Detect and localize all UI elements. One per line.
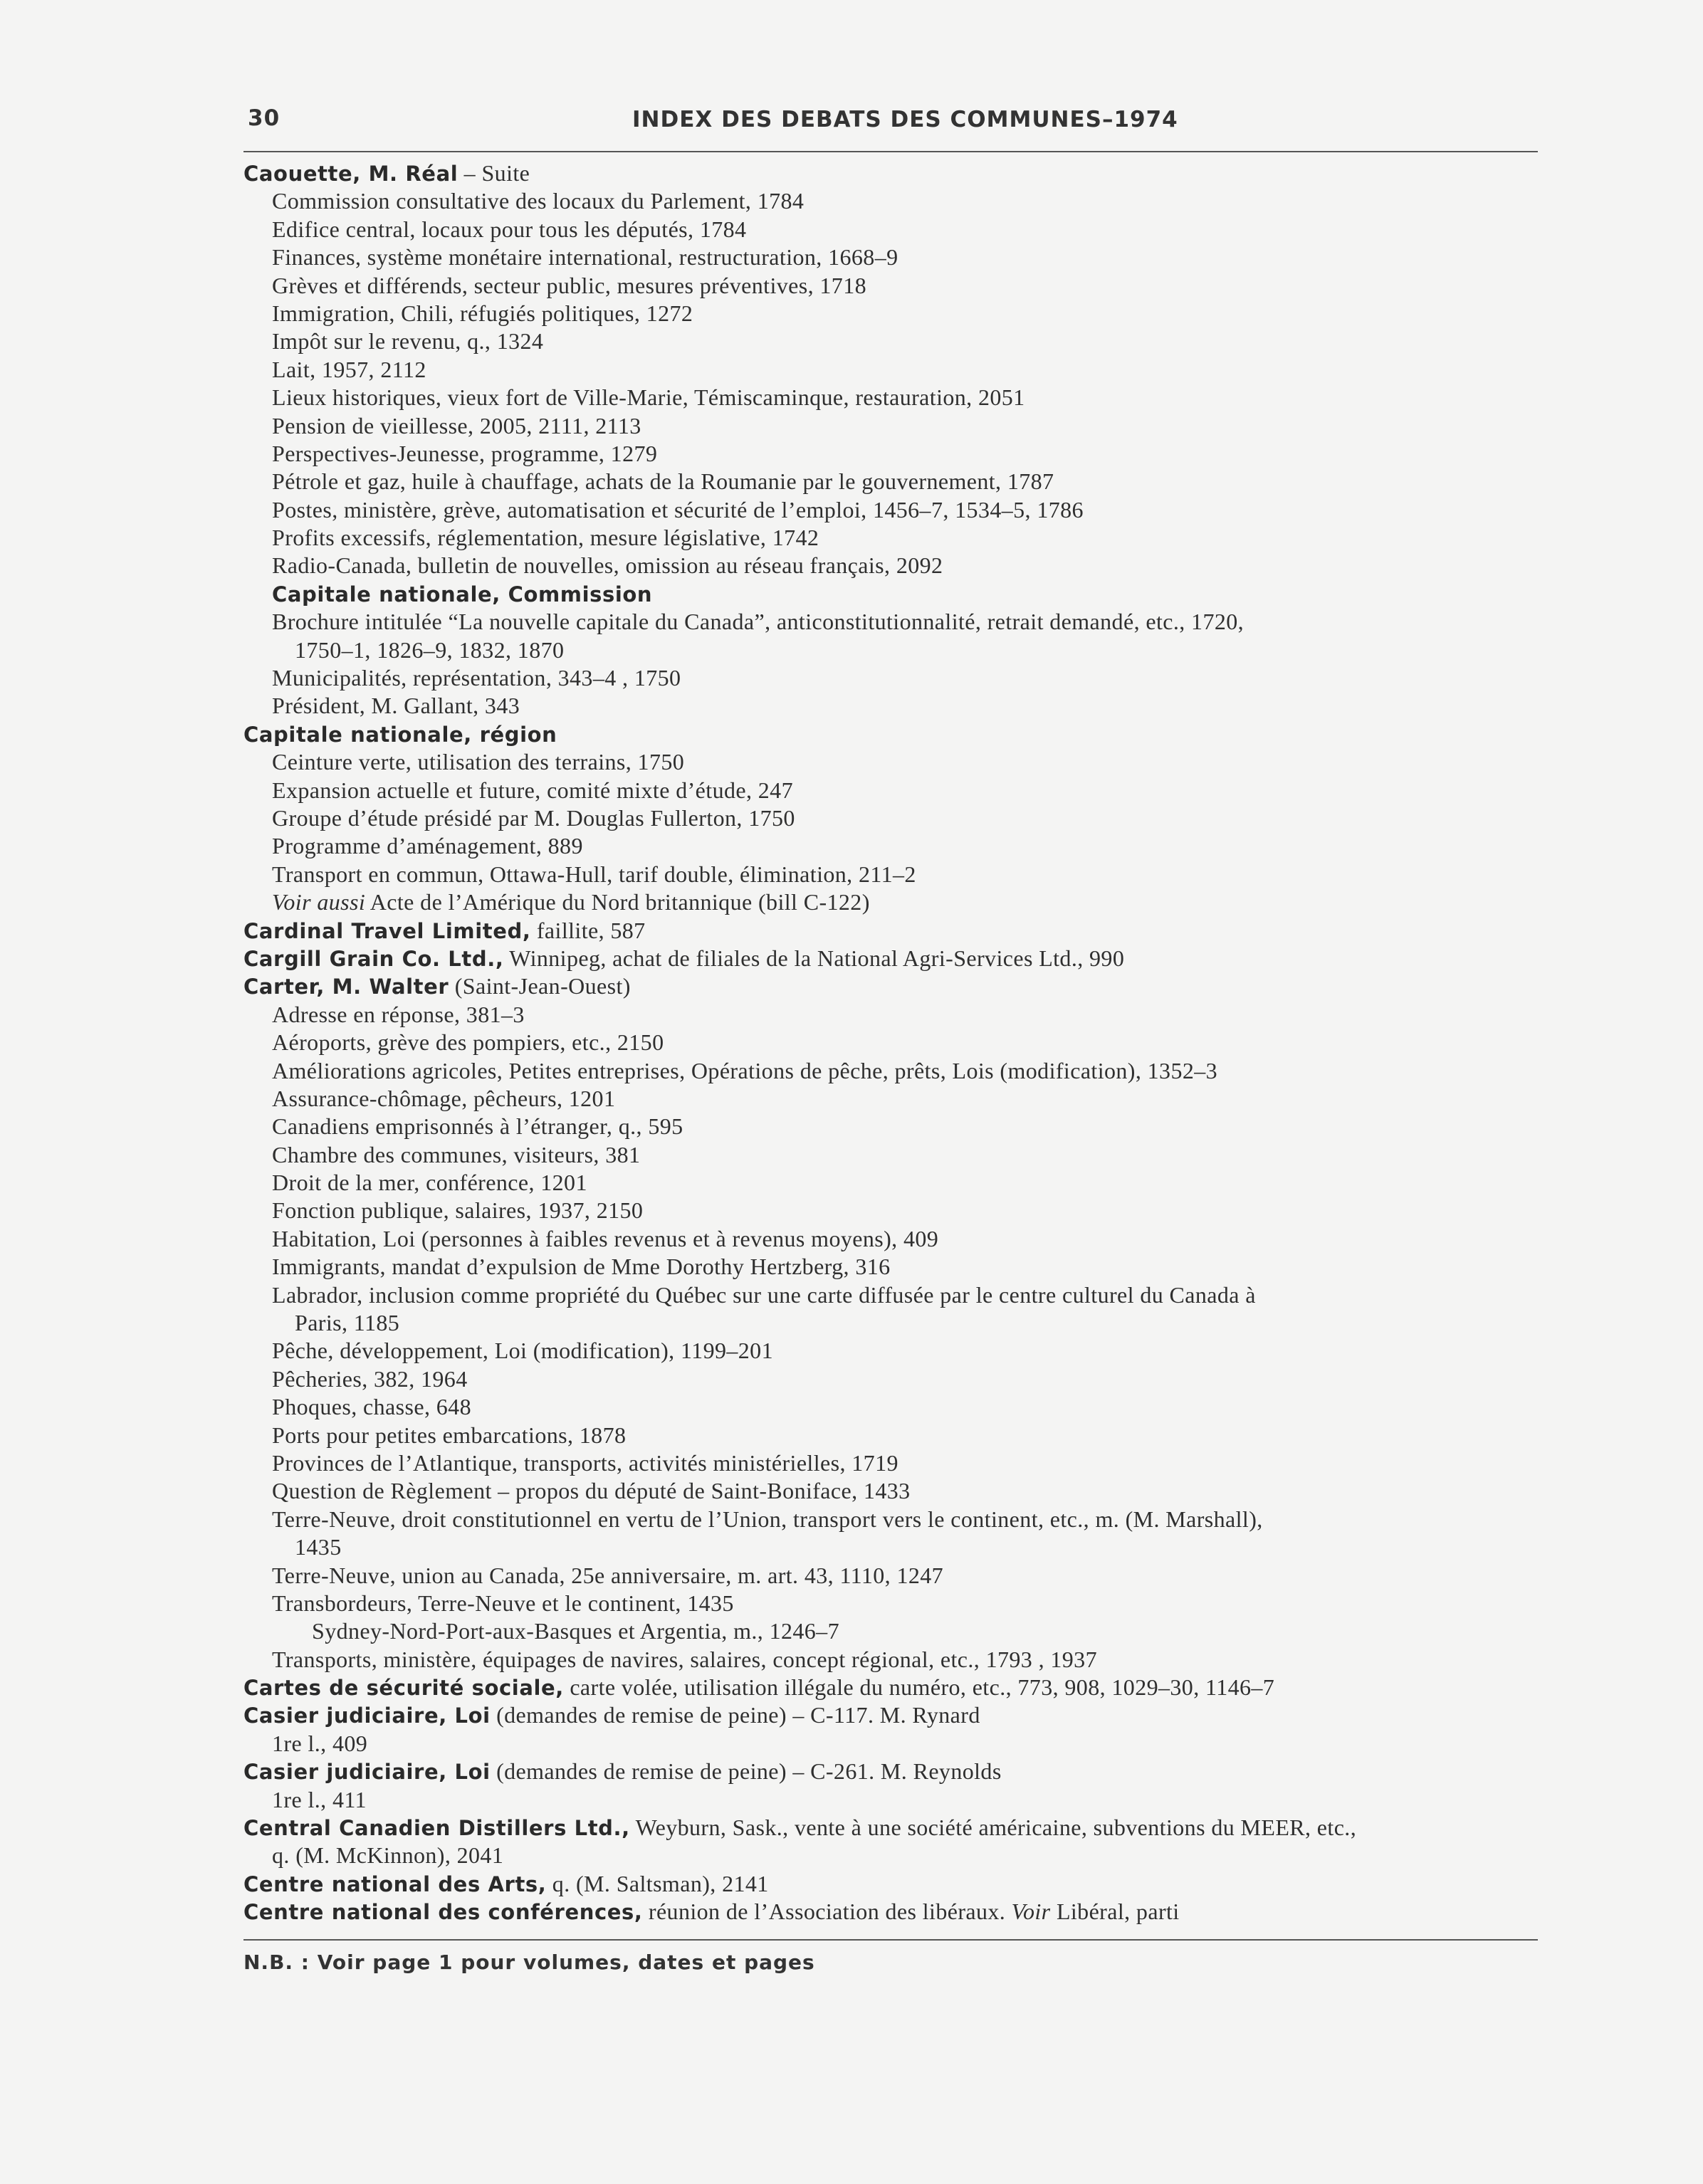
entry-text: Postes, ministère, grève, automatisation et sécurité de l’emploi, 1456–7, 1534–5, 1786 [272,496,1084,523]
index-main-entry [243,1674,1538,1701]
index-sub-entry [243,1085,1538,1113]
entry-heading: Cartes de sécurité sociale, [243,1676,564,1701]
entry-text: Impôt sur le revenu, q., 1324 [272,328,544,355]
entry-text: – Suite [458,160,530,186]
index-sub-entry [243,1029,1538,1056]
entry-heading: Casier judiciaire, Loi [243,1703,491,1728]
index-sub-entry [243,608,1538,636]
entry-text: Lait, 1957, 2112 [272,356,426,382]
index-page [243,105,1538,1974]
entry-text: Libéral, parti [1050,1899,1180,1925]
entry-text: 1750–1, 1826–9, 1832, 1870 [295,636,565,663]
entry-text: Question de Règlement – propos du député de Saint-Boniface, 1433 [272,1478,911,1504]
index-sub-entry [243,1253,1538,1281]
index-sub-entry [243,216,1538,243]
entry-text: Pétrole et gaz, huile à chauffage, achats de la Roumanie par le gouvernement, 1787 [272,468,1054,495]
index-sub-entry [243,1646,1538,1674]
index-sub-entry [243,1197,1538,1224]
entry-heading: Cardinal Travel Limited, [243,918,531,943]
footer-divider [243,1939,1538,1941]
index-main-entry [243,1814,1538,1842]
entry-text: Fonction publique, salaires, 1937, 2150 [272,1197,644,1224]
index-main-entry [243,945,1538,972]
index-sub-entry [243,412,1538,440]
index-entries [243,159,1538,1926]
entry-text: Edifice central, locaux pour tous les députés, 1784 [272,216,747,242]
entry-text: (demandes de remise de peine) – C-261. M. Reynolds [490,1758,1002,1785]
index-sub-entry [243,1730,1538,1758]
entry-text: Canadiens emprisonnés à l’étranger, q., 595 [272,1113,683,1140]
entry-text: Immigrants, mandat d’expulsion de Mme Dorothy Hertzberg, 316 [272,1254,891,1280]
index-sub-entry [243,1393,1538,1421]
index-sub-entry [243,1562,1538,1590]
index-sub-entry [243,1506,1538,1533]
entry-text: 1re l., 409 [272,1730,368,1756]
index-sub-entry [243,861,1538,888]
index-sub-entry [243,748,1538,776]
entry-text: (Saint-Jean-Ouest) [449,973,631,999]
entry-crossref: Voir [1011,1899,1051,1925]
index-sub-entry [243,1225,1538,1253]
index-sub-entry [243,1141,1538,1169]
entry-text: Ports pour petites embarcations, 1878 [272,1422,627,1448]
index-main-entry [243,159,1538,187]
entry-text: Profits excessifs, réglementation, mesure législative, 1742 [272,525,819,551]
entry-heading: Casier judiciaire, Loi [243,1760,491,1785]
page-title: INDEX DES DEBATS DES COMMUNES–1974 [632,107,1178,132]
index-sub-entry [243,496,1538,524]
footer-note: N.B. : Voir page 1 pour volumes, dates et pages [243,1950,815,1974]
index-main-entry [243,1758,1538,1785]
entry-text: Terre-Neuve, droit constitutionnel en vertu de l’Union, transport vers le continent, etc., m. (M. Marshall), [272,1506,1263,1532]
entry-heading: Capitale nationale, Commission [272,582,653,607]
index-main-entry [243,972,1538,1000]
index-main-entry [243,1898,1538,1926]
index-main-entry [243,1701,1538,1729]
entry-text: Transports, ministère, équipages de navires, salaires, concept régional, etc., 1793 , 1937 [272,1646,1097,1672]
entry-text: Provinces de l’Atlantique, transports, activités ministérielles, 1719 [272,1449,898,1476]
entry-text: Améliorations agricoles, Petites entreprises, Opérations de pêche, prêts, Lois (modification), 1352–3 [272,1057,1218,1083]
index-sub-entry [243,1365,1538,1393]
entry-text: réunion de l’Association des libéraux. [642,1899,1012,1925]
index-sub-entry [243,1786,1538,1814]
entry-text: Paris, 1185 [295,1310,400,1336]
entry-text: q. (M. McKinnon), 2041 [272,1842,504,1869]
entry-text: Groupe d’étude présidé par M. Douglas Fullerton, 1750 [272,804,795,831]
index-sub-entry [243,1001,1538,1029]
entry-text: carte volée, utilisation illégale du numéro, etc., 773, 908, 1029–30, 1146–7 [563,1674,1275,1701]
index-sub-entry [243,1617,1538,1645]
entry-text: Aéroports, grève des pompiers, etc., 2150 [272,1029,664,1056]
index-sub-entry [243,1449,1538,1477]
entry-text: Pension de vieillesse, 2005, 2111, 2113 [272,412,641,439]
entry-text: 1435 [295,1534,342,1560]
index-sub-entry [243,272,1538,300]
entry-text: Droit de la mer, conférence, 1201 [272,1170,587,1196]
index-sub-entry [243,243,1538,271]
index-sub-entry [243,664,1538,692]
entry-text: Programme d’aménagement, 889 [272,833,583,859]
index-sub-entry [243,524,1538,552]
index-sub-entry [243,777,1538,804]
entry-text: Président, M. Gallant, 343 [272,693,520,719]
entry-text: Acte de l’Amérique du Nord britannique (bill C-122) [365,889,870,915]
index-sub-entry [243,440,1538,468]
entry-text: 1re l., 411 [272,1786,367,1812]
index-sub-entry [243,1337,1538,1365]
index-sub-entry [243,1169,1538,1197]
entry-text: Phoques, chasse, 648 [272,1394,471,1420]
entry-heading: Cargill Grain Co. Ltd., [243,946,504,971]
entry-text: Transport en commun, Ottawa-Hull, tarif double, élimination, 211–2 [272,861,916,887]
index-sub-entry [243,468,1538,495]
entry-text: Assurance-chômage, pêcheurs, 1201 [272,1085,616,1111]
index-sub-entry [243,1477,1538,1505]
index-sub-entry [243,888,1538,916]
index-sub-entry [243,692,1538,720]
entry-heading: Capitale nationale, région [243,722,557,747]
entry-text: Commission consultative des locaux du Parlement, 1784 [272,188,805,214]
entry-text: Radio-Canada, bulletin de nouvelles, omission au réseau français, 2092 [272,552,943,579]
entry-text: Adresse en réponse, 381–3 [272,1001,525,1027]
entry-text: Terre-Neuve, union au Canada, 25e anniversaire, m. art. 43, 1110, 1247 [272,1562,944,1588]
entry-text: Pêcheries, 382, 1964 [272,1365,468,1392]
index-sub-entry [243,356,1538,384]
index-sub-entry [243,384,1538,411]
entry-text: Perspectives-Jeunesse, programme, 1279 [272,440,658,466]
index-main-entry [243,1870,1538,1898]
entry-heading: Carter, M. Walter [243,975,449,999]
entry-text: Finances, système monétaire international, restructuration, 1668–9 [272,244,898,271]
index-sub-entry [243,327,1538,355]
index-sub-entry [243,1309,1538,1337]
entry-text: Immigration, Chili, réfugiés politiques, 1272 [272,300,693,326]
index-sub-entry [243,187,1538,215]
entry-text: Expansion actuelle et future, comité mixte d’étude, 247 [272,777,793,803]
index-sub-entry [243,1281,1538,1309]
entry-text: Sydney-Nord-Port-aux-Basques et Argentia, m., 1246–7 [312,1618,839,1644]
entry-heading: Centre national des Arts, [243,1871,547,1896]
entry-text: Lieux historiques, vieux fort de Ville-Marie, Témiscaminque, restauration, 2051 [272,384,1025,411]
index-sub-entry [243,1590,1538,1617]
index-sub-entry [243,832,1538,860]
entry-text: faillite, 587 [530,917,646,943]
entry-heading: Central Canadien Distillers Ltd., [243,1816,630,1841]
entry-text: (demandes de remise de peine) – C-117. M. Rynard [490,1702,980,1728]
entry-text: Habitation, Loi (personnes à faibles revenus et à revenus moyens), 409 [272,1225,939,1251]
page-header [243,105,1538,144]
header-divider [243,151,1538,152]
entry-crossref: Voir aussi [272,889,366,915]
entry-text: Winnipeg, achat de filiales de la National Agri-Services Ltd., 990 [503,945,1125,971]
index-sub-entry [243,300,1538,327]
entry-text: q. (M. Saltsman), 2141 [546,1870,769,1896]
entry-heading: Caouette, M. Réal [243,162,459,186]
entry-text: Transbordeurs, Terre-Neuve et le continent, 1435 [272,1590,734,1616]
entry-text: Municipalités, représentation, 343–4 , 1750 [272,665,681,691]
index-sub-entry [243,580,1538,608]
entry-heading: Centre national des conférences, [243,1900,643,1925]
entry-text: Chambre des communes, visiteurs, 381 [272,1141,641,1167]
index-main-entry [243,720,1538,748]
index-sub-entry [243,1057,1538,1085]
entry-text: Pêche, développement, Loi (modification), 1199–201 [272,1338,773,1364]
index-sub-entry [243,1113,1538,1140]
index-sub-entry [243,552,1538,579]
index-main-entry [243,917,1538,945]
entry-text: Weyburn, Sask., vente à une société américaine, subventions du MEER, etc., [629,1815,1357,1841]
entry-text: Grèves et différends, secteur public, mesures préventives, 1718 [272,272,867,298]
index-sub-entry [243,1422,1538,1449]
page-number: 30 [248,105,281,131]
index-sub-entry [243,1533,1538,1561]
entry-text: Ceinture verte, utilisation des terrains, 1750 [272,749,685,775]
entry-text: Labrador, inclusion comme propriété du Québec sur une carte diffusée par le centre culturel du Canada à [272,1281,1256,1308]
index-sub-entry [243,636,1538,664]
index-sub-entry [243,804,1538,832]
entry-text: Brochure intitulée “La nouvelle capitale du Canada”, anticonstitutionnalité, retrait demandé, etc., 1720, [272,609,1244,635]
index-sub-entry [243,1842,1538,1869]
